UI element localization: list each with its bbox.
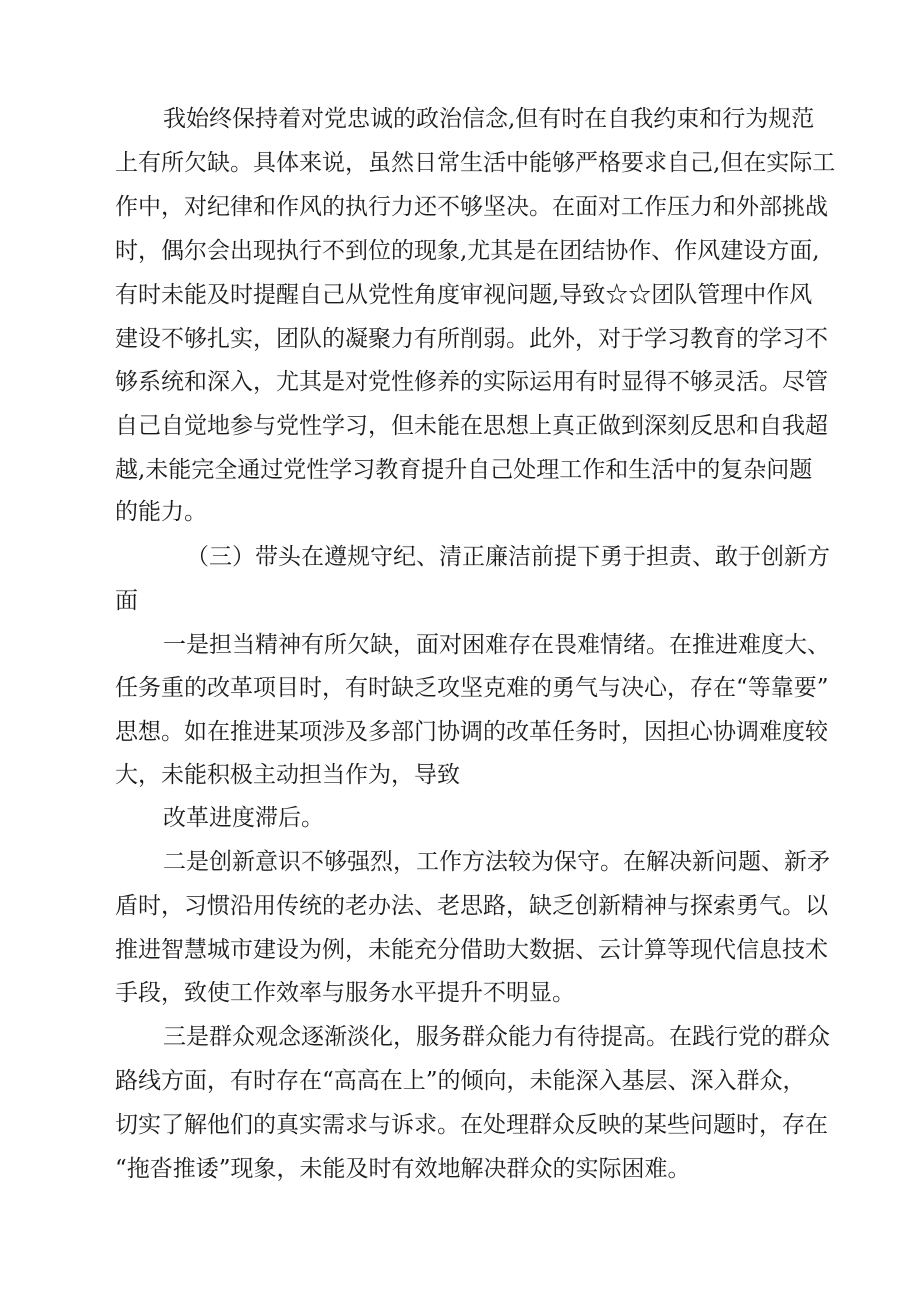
paragraph-line: “拖沓推诿”现象，未能及时有效地解决群众的实际困难。 (115, 1156, 691, 1182)
paragraph-line: 盾时，习惯沿用传统的老办法、老思路，缺乏创新精神与探索勇气。以 (115, 893, 828, 919)
paragraph-line: 一是担当精神有所欠缺，面对困难存在畏难情绪。在推进难度大、 (163, 632, 830, 658)
paragraph-line: 作中，对纪律和作风的执行力还不够坚决。在面对工作压力和外部挑战 (115, 194, 828, 220)
paragraph-line: 推进智慧城市建设为例，未能充分借助大数据、云计算等现代信息技术 (115, 937, 828, 963)
paragraph-line: 二是创新意识不够强烈，工作方法较为保守。在解决新问题、新矛 (163, 849, 830, 875)
paragraph-line: 我始终保持着对党忠诚的政治信念,但有时在自我约束和行为规范 (163, 106, 815, 132)
paragraph-line: 建设不够扎实，团队的凝聚力有所削弱。此外，对于学习教育的学习不 (115, 326, 828, 352)
paragraph-line: 的能力。 (115, 499, 207, 525)
paragraph-line: 路线方面，有时存在“高高在上”的倾向，未能深入基层、深入群众， (115, 1068, 806, 1094)
paragraph-line: 有时未能及时提醒自己从党性角度审视问题,导致☆☆团队管理中作风 (115, 282, 813, 308)
paragraph-line: 时，偶尔会出现执行不到位的现象,尤其是在团结协作、作风建设方面, (115, 238, 820, 264)
section-heading-continuation: 面 (115, 588, 138, 614)
paragraph-line: 自己自觉地参与党性学习，但未能在思想上真正做到深刻反思和自我超 (115, 413, 828, 439)
paragraph-line: 改革进度滞后。 (163, 805, 324, 831)
paragraph-line: 手段，致使工作效率与服务水平提升不明显。 (115, 980, 575, 1006)
paragraph-line: 大，未能积极主动担当作为，导致 (115, 762, 460, 788)
paragraph-line: 三是群众观念逐渐淡化，服务群众能力有待提高。在践行党的群众 (163, 1024, 830, 1050)
paragraph-line: 上有所欠缺。具体来说，虽然日常生活中能够严格要求自己,但在实际工 (115, 150, 836, 176)
paragraph-line: 越,未能完全通过党性学习教育提升自己处理工作和生活中的复杂问题 (115, 457, 813, 483)
section-heading: （三）带头在遵规守纪、清正廉洁前提下勇于担责、敢于创新方 (186, 544, 830, 570)
paragraph-line: 够系统和深入，尤其是对党性修养的实际运用有时显得不够灵活。尽管 (115, 369, 828, 395)
paragraph-line: 思想。如在推进某项涉及多部门协调的改革任务时，因担心协调难度较 (115, 719, 828, 745)
paragraph-line: 切实了解他们的真实需求与诉求。在处理群众反映的某些问题时，存在 (115, 1112, 828, 1138)
paragraph-line: 任务重的改革项目时，有时缺乏攻坚克难的勇气与决心，存在“等靠要” (115, 675, 829, 701)
